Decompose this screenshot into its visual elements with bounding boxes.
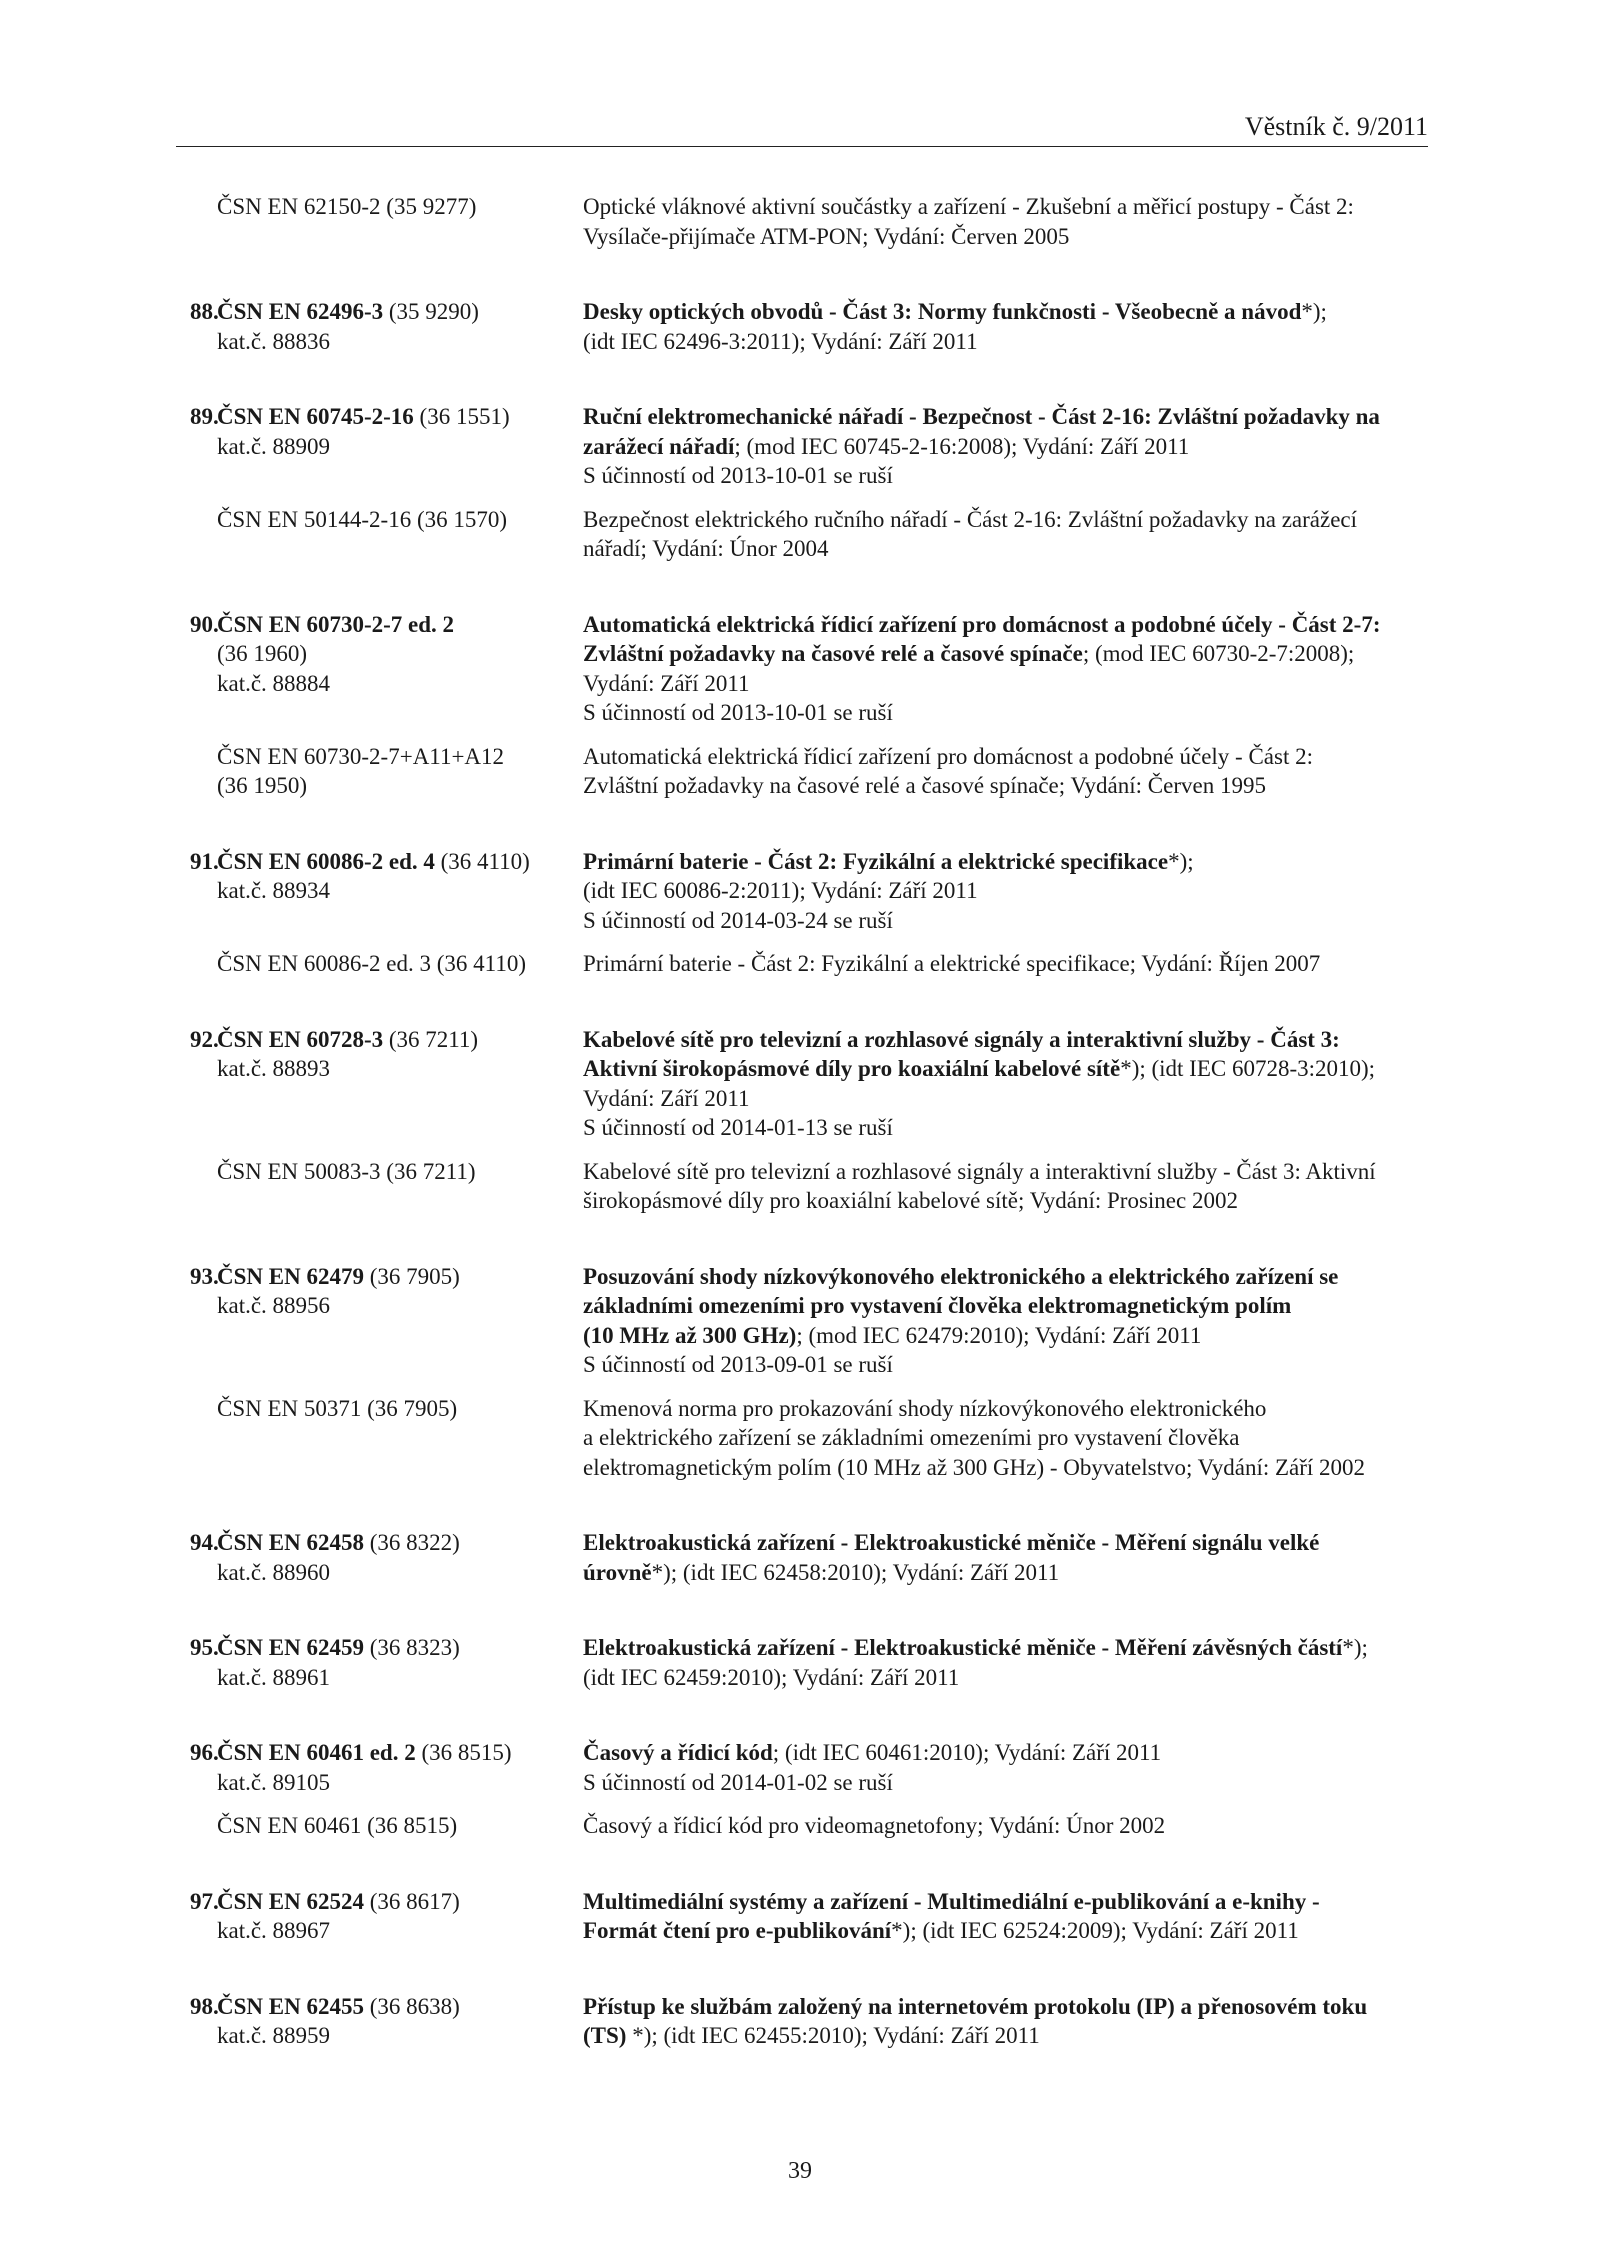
- title-line: [583, 222, 1433, 252]
- catalog-line: [217, 669, 583, 699]
- standard-title: [583, 610, 1433, 728]
- title-line: [583, 1262, 1433, 1292]
- title-suffix: *); (idt IEC 60728-3:2010);: [1120, 1056, 1376, 1081]
- entry-number: 90.: [190, 611, 219, 637]
- title-line: [583, 1054, 1433, 1084]
- title-line: [583, 1811, 1433, 1841]
- title-line: [583, 771, 1433, 801]
- replaced-standard-row: [190, 1157, 1440, 1216]
- replaced-standard-row: [190, 949, 1440, 979]
- entry-number: 98.: [190, 1993, 219, 2019]
- entry-number: 92.: [190, 1026, 219, 1052]
- title-line: [583, 402, 1433, 432]
- title-suffix: *); (idt IEC 62458:2010); Vydání: Září 2011: [651, 1559, 1060, 1585]
- standard-title: [583, 1887, 1433, 1946]
- journal-issue: Věstník č. 9/2011: [1244, 112, 1428, 141]
- designation-line: [190, 1262, 583, 1292]
- catalog-number: kat.č. 88934: [217, 878, 331, 903]
- title-line: [583, 1423, 1433, 1453]
- standard-code: ČSN EN 62524: [217, 1888, 364, 1914]
- designation-line: [190, 1528, 583, 1558]
- title-text: Elektroakustická zařízení - Elektroakustické měniče - Měření signálu velké: [583, 1530, 1320, 1555]
- title-line: [583, 461, 1433, 491]
- standard-title: [583, 1528, 1433, 1587]
- title-line: [583, 1738, 1433, 1768]
- standard-class-code: (36 4110): [434, 848, 530, 874]
- title-detail: Automatická elektrická řídicí zařízení pro domácnost a podobné účely - Část 2:: [583, 743, 1313, 769]
- title-text: Posuzování shody nízkovýkonového elektronického a elektrického zařízení se: [583, 1263, 1339, 1289]
- title-suffix: *);: [1342, 1635, 1368, 1660]
- catalog-number: kat.č. 88960: [217, 1559, 331, 1585]
- title-suffix: *);: [1168, 848, 1194, 874]
- title-text: Formát čtení pro e-publikování: [583, 1918, 892, 1943]
- title-detail: (idt IEC 62459:2010); Vydání: Září 2011: [583, 1664, 960, 1690]
- standard-entry: [190, 192, 1440, 251]
- title-line: [583, 1887, 1433, 1917]
- title-line: [583, 1663, 1433, 1693]
- entry-number: 88.: [190, 299, 219, 324]
- standard-code: ČSN EN 50144-2-16 (36 1570): [217, 506, 508, 532]
- standard-code: ČSN EN 62458: [217, 1530, 364, 1555]
- title-detail: Primární baterie - Část 2: Fyzikální a elektrické specifikace; Vydání: Říjen 2007: [583, 951, 1321, 976]
- standard-code: ČSN EN 60745-2-16: [217, 404, 414, 429]
- title-detail: S účinností od 2014-03-24 se ruší: [583, 907, 893, 933]
- designation-line: [190, 847, 583, 877]
- standard-entry: [190, 1528, 1440, 1587]
- catalog-number: kat.č. 88961: [217, 1664, 331, 1690]
- standard-code: ČSN EN 62479: [217, 1263, 364, 1289]
- catalog-line: [217, 876, 583, 906]
- title-detail: S účinností od 2013-10-01 se ruší: [583, 700, 893, 725]
- title-detail: Bezpečnost elektrického ručního nářadí - Část 2-16: Zvláštní požadavky na zarážecí: [583, 506, 1358, 532]
- standard-entry: [190, 847, 1440, 979]
- title-text: Časový a řídicí kód: [583, 1740, 773, 1765]
- title-text: Automatická elektrická řídicí zařízení pro domácnost a podobné účely - Část 2-7:: [583, 611, 1381, 637]
- standard-designation: [190, 1394, 583, 1483]
- designation-line: [190, 1633, 583, 1663]
- standard-title: [583, 1394, 1433, 1483]
- catalog-number: kat.č. 88909: [217, 433, 331, 459]
- title-text: Elektroakustická zařízení - Elektroakustické měniče - Měření závěsných částí: [583, 1635, 1343, 1660]
- title-detail: Optické vláknové aktivní součástky a zařízení - Zkušební a měřicí postupy - Část 2:: [583, 194, 1354, 219]
- standard-code: ČSN EN 60730-2-7+A11+A12: [217, 743, 505, 769]
- standard-class-code: (36 8323): [363, 1635, 460, 1660]
- standard-class-code: (36 8515): [415, 1740, 512, 1765]
- catalog-number: kat.č. 88959: [217, 2023, 331, 2048]
- title-suffix: *); (idt IEC 62524:2009); Vydání: Září 2011: [891, 1918, 1299, 1943]
- title-detail: Vydání: Září 2011: [583, 670, 750, 696]
- title-detail: Kabelové sítě pro televizní a rozhlasové signály a interaktivní služby - Část 3: Aktivní: [583, 1158, 1376, 1184]
- standard-class-code: (36 8617): [363, 1888, 460, 1914]
- new-standard-row: [190, 297, 1440, 356]
- title-line: [583, 906, 1433, 936]
- standard-entry: [190, 1887, 1440, 1946]
- standard-designation: [190, 402, 583, 491]
- title-text: (10 MHz až 300 GHz): [583, 1322, 797, 1348]
- new-standard-row: [190, 1887, 1440, 1946]
- title-line: [583, 610, 1433, 640]
- standard-designation: [190, 1528, 583, 1587]
- standard-title: [583, 949, 1433, 979]
- title-line: [583, 2021, 1433, 2051]
- new-standard-row: [190, 192, 1440, 251]
- standard-code: ČSN EN 60728-3: [217, 1026, 384, 1052]
- title-text: Přístup ke službám založený na internetovém protokolu (IP) a přenosovém toku: [583, 1993, 1368, 2019]
- standard-designation: [190, 1887, 583, 1946]
- page-header: [176, 110, 1428, 147]
- entry-number: 94.: [190, 1530, 219, 1555]
- standard-code: ČSN EN 60730-2-7 ed. 2: [217, 611, 455, 637]
- standard-entry: [190, 1262, 1440, 1483]
- title-line: [583, 1157, 1433, 1187]
- standard-code: ČSN EN 60461 ed. 2: [217, 1740, 416, 1765]
- catalog-line: [217, 1916, 583, 1946]
- title-line: [583, 1321, 1433, 1351]
- title-detail: (idt IEC 62496-3:2011); Vydání: Září 2011: [583, 328, 978, 354]
- standard-title: [583, 1157, 1433, 1216]
- standard-code: ČSN EN 62150-2 (35 9277): [217, 194, 477, 219]
- standard-code: ČSN EN 62459: [217, 1635, 364, 1660]
- title-line: [583, 1916, 1433, 1946]
- standard-designation: [190, 847, 583, 936]
- title-line: [583, 1084, 1433, 1114]
- title-detail: nářadí; Vydání: Únor 2004: [583, 536, 829, 561]
- title-detail: a elektrického zařízení se základními omezeními pro vystavení člověka: [583, 1425, 1240, 1450]
- title-detail: S účinností od 2013-09-01 se ruší: [583, 1352, 893, 1377]
- standard-code: ČSN EN 50371 (36 7905): [217, 1395, 458, 1421]
- entry-number: 95.: [190, 1635, 219, 1660]
- title-line: [583, 1768, 1433, 1798]
- standard-designation: [190, 1811, 583, 1841]
- designation-line: [190, 297, 583, 327]
- new-standard-row: [190, 1633, 1440, 1692]
- standard-designation: [190, 192, 583, 251]
- page-number: 39: [788, 2158, 812, 2184]
- entry-number: 93.: [190, 1263, 219, 1289]
- title-line: [583, 847, 1433, 877]
- catalog-line: [217, 1054, 583, 1084]
- title-detail: S účinností od 2014-01-13 se ruší: [583, 1115, 893, 1140]
- title-line: [583, 505, 1433, 535]
- standard-entry: [190, 1992, 1440, 2051]
- title-line: [583, 432, 1433, 462]
- title-text: úrovně: [583, 1559, 652, 1585]
- title-line: [583, 742, 1433, 772]
- title-suffix: ; (mod IEC 62479:2010); Vydání: Září 2011: [796, 1322, 1202, 1348]
- title-line: [583, 1394, 1433, 1424]
- catalog-number: kat.č. 88893: [217, 1056, 331, 1081]
- standard-designation: [190, 505, 583, 564]
- standard-entry: [190, 610, 1440, 801]
- title-suffix: ; (mod IEC 60730-2-7:2008);: [1082, 641, 1355, 666]
- title-suffix: ; (idt IEC 60461:2010); Vydání: Září 2011: [772, 1740, 1162, 1765]
- title-text: Ruční elektromechanické nářadí - Bezpečnost - Část 2-16: Zvláštní požadavky na: [583, 404, 1380, 429]
- title-line: [583, 876, 1433, 906]
- standard-entry: [190, 1025, 1440, 1216]
- catalog-number: kat.č. 88836: [217, 328, 331, 354]
- standard-designation: [190, 610, 583, 728]
- title-text: Zvláštní požadavky na časové relé a časové spínače: [583, 641, 1083, 666]
- designation-line: [190, 610, 583, 640]
- designation-line: [217, 949, 583, 979]
- title-text: Kabelové sítě pro televizní a rozhlasové signály a interaktivní služby - Část 3:: [583, 1026, 1340, 1052]
- standard-entry: [190, 297, 1440, 356]
- standard-code: ČSN EN 50083-3 (36 7211): [217, 1158, 476, 1184]
- designation-line: [190, 1887, 583, 1917]
- new-standard-row: [190, 1025, 1440, 1143]
- title-text: zarážecí nářadí: [583, 433, 735, 459]
- standard-code: ČSN EN 62496-3: [217, 299, 384, 324]
- standard-designation: [190, 742, 583, 801]
- new-standard-row: [190, 1262, 1440, 1380]
- title-line: [583, 297, 1433, 327]
- standard-title: [583, 1262, 1433, 1380]
- designation-line: [217, 1811, 583, 1841]
- title-detail: S účinností od 2014-01-02 se ruší: [583, 1769, 893, 1795]
- catalog-number: kat.č. 88956: [217, 1293, 331, 1318]
- title-line: [583, 639, 1433, 669]
- standard-class-code: (36 1950): [217, 773, 308, 798]
- catalog-line: [217, 1291, 583, 1321]
- standard-code: ČSN EN 60461 (36 8515): [217, 1813, 458, 1838]
- standard-class-code: (36 7905): [363, 1263, 460, 1289]
- title-detail: Kmenová norma pro prokazování shody nízkovýkonového elektronického: [583, 1395, 1267, 1421]
- catalog-number: kat.č. 88967: [217, 1918, 331, 1943]
- title-suffix: ; (mod IEC 60745-2-16:2008); Vydání: Září 2011: [734, 433, 1190, 459]
- standard-code: ČSN EN 60086-2 ed. 3 (36 4110): [217, 951, 526, 976]
- title-line: [583, 1558, 1433, 1588]
- new-standard-row: [190, 847, 1440, 936]
- title-text: (TS): [583, 2023, 627, 2048]
- standard-designation: [190, 1025, 583, 1143]
- standard-title: [583, 1633, 1433, 1692]
- designation-line: [217, 505, 583, 535]
- standard-class-code: (36 8322): [363, 1530, 460, 1555]
- standard-designation: [190, 1262, 583, 1380]
- title-line: [583, 949, 1433, 979]
- designation-line: [217, 771, 583, 801]
- title-suffix: *); (idt IEC 62455:2010); Vydání: Září 2011: [626, 2023, 1040, 2048]
- designation-line: [190, 1738, 583, 1768]
- standard-title: [583, 847, 1433, 936]
- designation-line: [217, 742, 583, 772]
- catalog-number: kat.č. 89105: [217, 1769, 331, 1795]
- standard-designation: [190, 1992, 583, 2051]
- catalog-line: [217, 1558, 583, 1588]
- replaced-standard-row: [190, 1811, 1440, 1841]
- replaced-standard-row: [190, 1394, 1440, 1483]
- standard-entry: [190, 1738, 1440, 1841]
- standard-entry: [190, 1633, 1440, 1692]
- title-detail: S účinností od 2013-10-01 se ruší: [583, 463, 893, 488]
- designation-line: [190, 402, 583, 432]
- title-detail: Vysílače-přijímače ATM-PON; Vydání: Červen 2005: [583, 223, 1070, 249]
- title-detail: Časový a řídicí kód pro videomagnetofony; Vydání: Únor 2002: [583, 1813, 1166, 1838]
- catalog-line: [217, 1663, 583, 1693]
- title-detail: Zvláštní požadavky na časové relé a časové spínače; Vydání: Červen 1995: [583, 773, 1266, 798]
- standard-designation: [190, 1738, 583, 1797]
- standard-designation: [190, 949, 583, 979]
- title-detail: (idt IEC 60086-2:2011); Vydání: Září 2011: [583, 878, 978, 903]
- title-line: [583, 669, 1433, 699]
- standard-title: [583, 1738, 1433, 1797]
- title-line: [583, 327, 1433, 357]
- catalog-line: [217, 327, 583, 357]
- standard-title: [583, 1025, 1433, 1143]
- new-standard-row: [190, 1528, 1440, 1587]
- new-standard-row: [190, 402, 1440, 491]
- designation-line: [217, 639, 583, 669]
- standard-title: [583, 297, 1433, 356]
- standard-title: [583, 402, 1433, 491]
- standard-class-code: (36 1551): [413, 404, 510, 429]
- title-line: [583, 1528, 1433, 1558]
- catalog-number: kat.č. 88884: [217, 670, 331, 696]
- designation-line: [190, 1025, 583, 1055]
- standard-title: [583, 742, 1433, 801]
- title-line: [583, 1025, 1433, 1055]
- standard-title: [583, 1811, 1433, 1841]
- designation-line: [217, 1394, 583, 1424]
- new-standard-row: [190, 1992, 1440, 2051]
- catalog-line: [217, 1768, 583, 1798]
- designation-line: [217, 1157, 583, 1187]
- standard-code: ČSN EN 62455: [217, 1993, 364, 2019]
- title-line: [583, 1186, 1433, 1216]
- standard-class-code: (36 7211): [383, 1026, 479, 1052]
- title-text: základními omezeními pro vystavení člověka elektromagnetickým polím: [583, 1293, 1292, 1318]
- standard-code: ČSN EN 60086-2 ed. 4: [217, 848, 435, 874]
- title-line: [583, 698, 1433, 728]
- title-detail: širokopásmové díly pro koaxiální kabelové sítě; Vydání: Prosinec 2002: [583, 1188, 1238, 1213]
- title-line: [583, 1992, 1433, 2022]
- standard-designation: [190, 1157, 583, 1216]
- standard-title: [583, 505, 1433, 564]
- title-text: Desky optických obvodů - Část 3: Normy funkčnosti - Všeobecně a návod: [583, 299, 1302, 324]
- standards-list: [190, 192, 1440, 2097]
- standard-designation: [190, 297, 583, 356]
- standard-entry: [190, 402, 1440, 564]
- title-line: [583, 1453, 1433, 1483]
- entry-number: 89.: [190, 404, 219, 429]
- catalog-line: [217, 2021, 583, 2051]
- standard-title: [583, 1992, 1433, 2051]
- standard-designation: [190, 1633, 583, 1692]
- title-detail: elektromagnetickým polím (10 MHz až 300 GHz) - Obyvatelstvo; Vydání: Září 2002: [583, 1454, 1366, 1480]
- standard-title: [583, 192, 1433, 251]
- designation-line: [190, 1992, 583, 2022]
- title-line: [583, 1633, 1433, 1663]
- entry-number: 91.: [190, 848, 219, 874]
- designation-line: [217, 192, 583, 222]
- title-detail: Vydání: Září 2011: [583, 1085, 750, 1111]
- replaced-standard-row: [190, 505, 1440, 564]
- title-text: Multimediální systémy a zařízení - Multimediální e-publikování a e-knihy -: [583, 1888, 1320, 1914]
- standard-class-code: (35 9290): [383, 299, 479, 324]
- catalog-line: [217, 432, 583, 462]
- title-line: [583, 1291, 1433, 1321]
- title-line: [583, 1350, 1433, 1380]
- new-standard-row: [190, 1738, 1440, 1797]
- new-standard-row: [190, 610, 1440, 728]
- standard-class-code: (36 8638): [363, 1993, 460, 2019]
- title-text: Aktivní širokopásmové díly pro koaxiální kabelové sítě: [583, 1056, 1121, 1081]
- standard-class-code: (36 1960): [217, 641, 308, 666]
- title-text: Primární baterie - Část 2: Fyzikální a elektrické specifikace: [583, 848, 1169, 874]
- title-line: [583, 192, 1433, 222]
- title-line: [583, 1113, 1433, 1143]
- title-line: [583, 534, 1433, 564]
- title-suffix: *);: [1301, 299, 1327, 324]
- entry-number: 97.: [190, 1888, 219, 1914]
- entry-number: 96.: [190, 1740, 219, 1765]
- replaced-standard-row: [190, 742, 1440, 801]
